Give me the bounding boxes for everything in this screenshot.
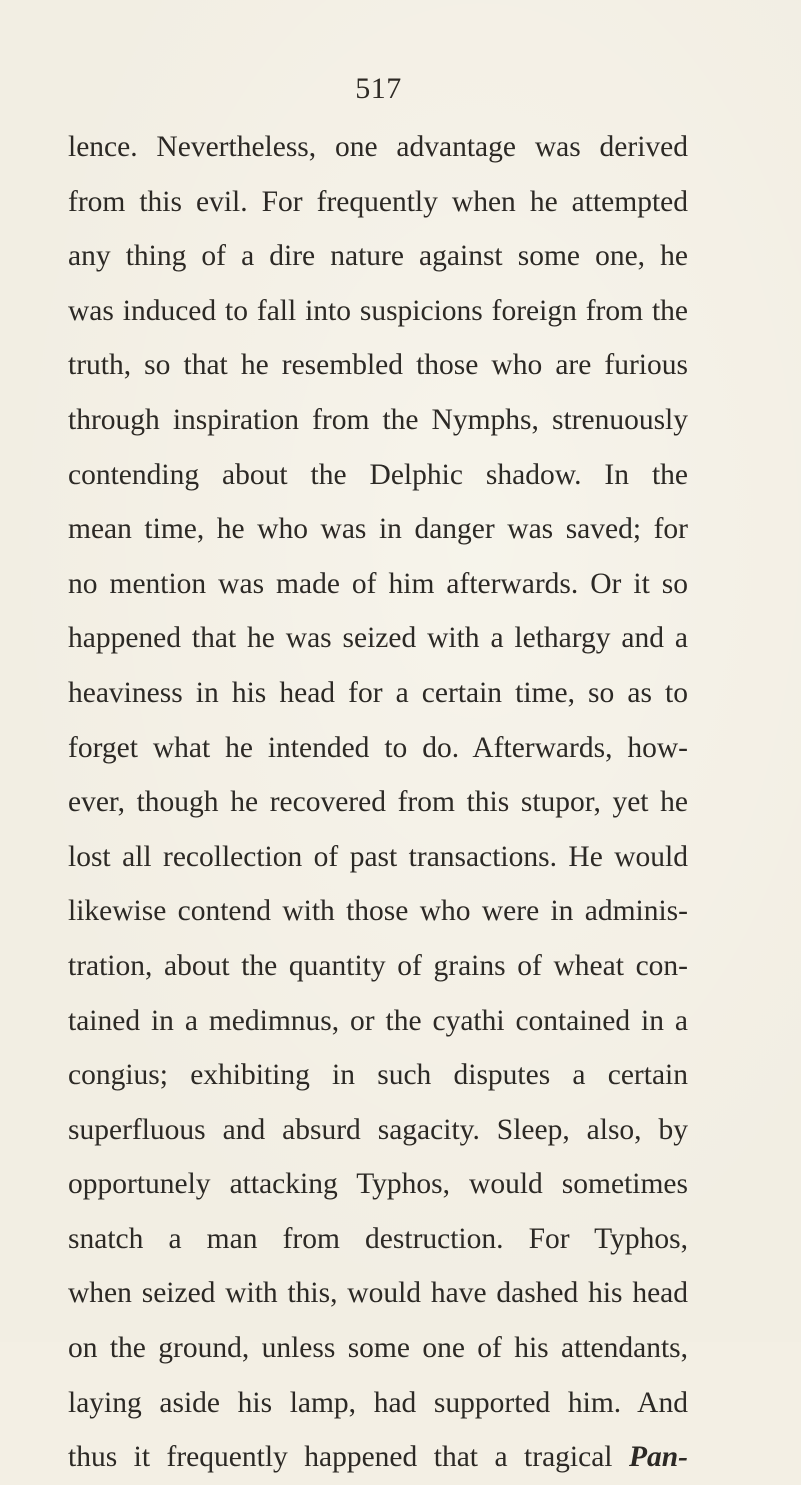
text-line-10: happened that he was seized with a lethargy and a	[68, 622, 688, 655]
text-line-18: congius; exhibiting in such disputes a certain	[68, 1059, 688, 1092]
text-line-23: on the ground, unless some one of his attendants,	[68, 1332, 688, 1365]
final-line-italic-word: Pan-	[629, 1441, 688, 1474]
body-text	[68, 120, 688, 1485]
text-line-16: tration, about the quantity of grains of wheat con-	[68, 949, 688, 982]
final-line-text: thus it frequently happened that a tragical	[68, 1441, 613, 1474]
text-line-12: forget what he intended to do. Afterwards, how-	[68, 731, 688, 764]
text-line-15: likewise contend with those who were in adminis-	[68, 895, 688, 928]
text-line-17: tained in a medimnus, or the cyathi contained in a	[68, 1004, 688, 1037]
text-line-3: any thing of a dire nature against some one, he	[68, 240, 688, 273]
text-line-13: ever, though he recovered from this stupor, yet he	[68, 786, 688, 819]
text-line-9: no mention was made of him afterwards. Or it so	[68, 567, 688, 600]
page-number: 517	[355, 72, 402, 105]
text-line-5: truth, so that he resembled those who are furious	[68, 349, 688, 382]
text-line-11: heaviness in his head for a certain time, so as to	[68, 676, 688, 709]
text-line-21: snatch a man from destruction. For Typhos,	[68, 1222, 688, 1255]
text-line-24: laying aside his lamp, had supported him. And	[68, 1386, 688, 1419]
text-line-6: through inspiration from the Nymphs, strenuously	[68, 403, 688, 436]
text-line-20: opportunely attacking Typhos, would sometimes	[68, 1168, 688, 1201]
text-line-2: from this evil. For frequently when he attempted	[68, 185, 688, 218]
text-line-7: contending about the Delphic shadow. In the	[68, 458, 688, 491]
text-line-1: lence. Nevertheless, one advantage was derived	[68, 131, 688, 163]
text-line-4: was induced to fall into suspicions foreign from the	[68, 294, 688, 327]
text-line-19: superfluous and absurd sagacity. Sleep, also, by	[68, 1113, 688, 1146]
text-line-8: mean time, he who was in danger was saved; for	[68, 513, 688, 546]
text-line-14: lost all recollection of past transactions. He would	[68, 840, 688, 873]
text-line-22: when seized with this, would have dashed his head	[68, 1277, 688, 1310]
text-line-25	[68, 1430, 688, 1485]
